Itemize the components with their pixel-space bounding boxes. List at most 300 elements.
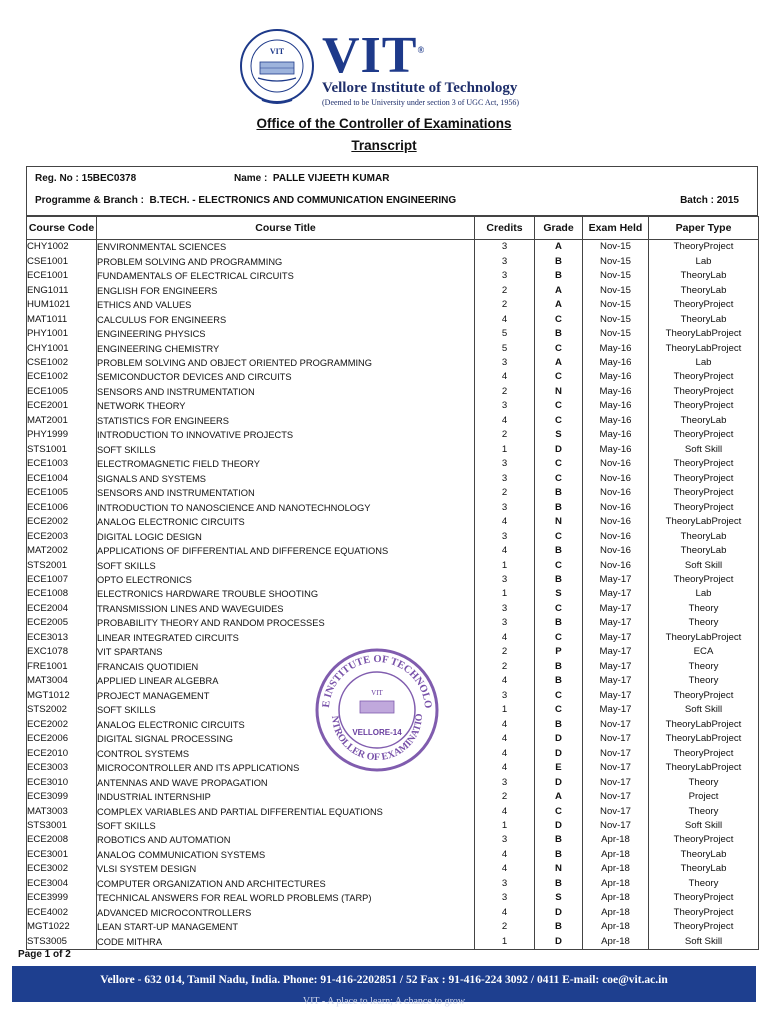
exam-held-cell: May-17 <box>583 703 649 717</box>
course-title-cell: TRANSMISSION LINES AND WAVEGUIDES <box>97 602 475 616</box>
stamp-outer-text: E INSTITUTE OF TECHNOLO <box>320 653 434 709</box>
table-row <box>27 341 759 355</box>
exam-held-cell: Nov-16 <box>583 472 649 486</box>
paper-type-cell: TheoryLab <box>649 414 759 428</box>
paper-type-cell: TheoryLab <box>649 862 759 876</box>
paper-type-cell: TheoryProject <box>649 833 759 847</box>
course-title-cell: PROBABILITY THEORY AND RANDOM PROCESSES <box>97 616 475 630</box>
credits-cell: 2 <box>475 645 535 659</box>
grade-cell: A <box>535 298 583 312</box>
exam-held-cell: Nov-17 <box>583 775 649 789</box>
document-title: Transcript <box>351 138 417 153</box>
grade-cell: C <box>535 457 583 471</box>
reg-number: Reg. No : 15BEC0378 <box>35 173 137 184</box>
course-title-cell: SOFT SKILLS <box>97 558 475 572</box>
table-row <box>27 529 759 543</box>
grade-cell: N <box>535 862 583 876</box>
paper-type-cell: TheoryProject <box>649 428 759 442</box>
credits-cell: 2 <box>475 283 535 297</box>
credits-cell: 3 <box>475 891 535 905</box>
paper-type-cell: TheoryProject <box>649 457 759 471</box>
paper-type-cell: Theory <box>649 877 759 891</box>
course-title-cell: LEAN START-UP MANAGEMENT <box>97 920 475 934</box>
course-code-cell: ECE2008 <box>27 833 97 847</box>
credits-cell: 4 <box>475 370 535 384</box>
credits-cell: 4 <box>475 746 535 760</box>
table-header-row <box>27 217 759 240</box>
course-title-cell: ETHICS AND VALUES <box>97 298 475 312</box>
grade-cell: C <box>535 341 583 355</box>
exam-held-cell: Apr-18 <box>583 862 649 876</box>
grade-cell: D <box>535 906 583 920</box>
exam-held-cell: Nov-17 <box>583 761 649 775</box>
credits-cell: 1 <box>475 558 535 572</box>
exam-held-cell: May-17 <box>583 587 649 601</box>
col-header-grade: Grade <box>535 217 583 240</box>
course-title-cell: INTRODUCTION TO INNOVATIVE PROJECTS <box>97 428 475 442</box>
table-row <box>27 500 759 514</box>
credits-cell: 4 <box>475 544 535 558</box>
paper-type-cell: Lab <box>649 356 759 370</box>
paper-type-cell: TheoryProject <box>649 573 759 587</box>
credits-cell: 3 <box>475 689 535 703</box>
course-code-cell: EXC1078 <box>27 645 97 659</box>
grade-cell: C <box>535 399 583 413</box>
grade-cell: A <box>535 790 583 804</box>
course-code-cell: PHY1001 <box>27 327 97 341</box>
course-code-cell: ENG1011 <box>27 283 97 297</box>
col-header-course-code: Course Code <box>27 217 97 240</box>
exam-held-cell: May-16 <box>583 341 649 355</box>
exam-held-cell: May-16 <box>583 428 649 442</box>
office-heading: Office of the Controller of Examinations <box>256 116 512 131</box>
exam-held-cell: May-17 <box>583 674 649 688</box>
course-code-cell: FRE1001 <box>27 660 97 674</box>
table-row <box>27 544 759 558</box>
exam-held-cell: May-16 <box>583 356 649 370</box>
student-name: Name : PALLE VIJEETH KUMAR <box>234 173 390 184</box>
course-code-cell: STS1001 <box>27 443 97 457</box>
table-row <box>27 515 759 529</box>
paper-type-cell: TheoryLab <box>649 848 759 862</box>
credits-cell: 3 <box>475 602 535 616</box>
credits-cell: 4 <box>475 414 535 428</box>
course-title-cell: VIT SPARTANS <box>97 645 475 659</box>
grade-cell: B <box>535 674 583 688</box>
grade-cell: B <box>535 660 583 674</box>
paper-type-cell: TheoryProject <box>649 920 759 934</box>
paper-type-cell: TheoryLabProject <box>649 327 759 341</box>
course-title-cell: OPTO ELECTRONICS <box>97 573 475 587</box>
paper-type-cell: TheoryLabProject <box>649 732 759 746</box>
exam-held-cell: Nov-16 <box>583 500 649 514</box>
course-code-cell: ECE2005 <box>27 616 97 630</box>
table-row <box>27 269 759 283</box>
paper-type-cell: ECA <box>649 645 759 659</box>
course-title-cell: ELECTRONICS HARDWARE TROUBLE SHOOTING <box>97 587 475 601</box>
paper-type-cell: Lab <box>649 587 759 601</box>
course-title-cell: COMPUTER ORGANIZATION AND ARCHITECTURES <box>97 877 475 891</box>
credits-cell: 4 <box>475 804 535 818</box>
credits-cell: 3 <box>475 240 535 255</box>
credits-cell: 3 <box>475 529 535 543</box>
course-code-cell: ECE1003 <box>27 457 97 471</box>
grade-cell: A <box>535 356 583 370</box>
paper-type-cell: TheoryProject <box>649 500 759 514</box>
paper-type-cell: Theory <box>649 775 759 789</box>
course-title-cell: VLSI SYSTEM DESIGN <box>97 862 475 876</box>
course-code-cell: STS3005 <box>27 935 97 950</box>
credits-cell: 3 <box>475 877 535 891</box>
letterhead <box>0 0 768 170</box>
course-code-cell: ECE3999 <box>27 891 97 905</box>
col-header-credits: Credits <box>475 217 535 240</box>
credits-cell: 4 <box>475 312 535 326</box>
footer-tagline: VIT - A place to learn; A chance to grow <box>302 996 466 1007</box>
table-row <box>27 312 759 326</box>
grade-cell: A <box>535 283 583 297</box>
table-row <box>27 920 759 934</box>
paper-type-cell: TheoryProject <box>649 240 759 255</box>
credits-cell: 2 <box>475 428 535 442</box>
grade-cell: B <box>535 500 583 514</box>
table-row <box>27 906 759 920</box>
paper-type-cell: Theory <box>649 616 759 630</box>
credits-cell: 5 <box>475 327 535 341</box>
brand-block <box>322 27 522 107</box>
course-code-cell: MAT2001 <box>27 414 97 428</box>
course-code-cell: ECE2002 <box>27 717 97 731</box>
course-title-cell: SOFT SKILLS <box>97 819 475 833</box>
table-row <box>27 935 759 950</box>
table-row <box>27 558 759 572</box>
course-title-cell: ANALOG ELECTRONIC CIRCUITS <box>97 515 475 529</box>
course-code-cell: ECE3004 <box>27 877 97 891</box>
paper-type-cell: Lab <box>649 254 759 268</box>
paper-type-cell: TheoryProject <box>649 906 759 920</box>
paper-type-cell: TheoryLab <box>649 269 759 283</box>
course-title-cell: COMPLEX VARIABLES AND PARTIAL DIFFERENTIAL EQUATIONS <box>97 804 475 818</box>
course-title-cell: CALCULUS FOR ENGINEERS <box>97 312 475 326</box>
course-title-cell: TECHNICAL ANSWERS FOR REAL WORLD PROBLEMS (TARP) <box>97 891 475 905</box>
grades-table <box>26 216 759 950</box>
paper-type-cell: TheoryLabProject <box>649 761 759 775</box>
exam-held-cell: Nov-16 <box>583 457 649 471</box>
table-row <box>27 254 759 268</box>
table-row <box>27 631 759 645</box>
course-code-cell: MGT1022 <box>27 920 97 934</box>
student-info <box>26 166 758 216</box>
table-row <box>27 443 759 457</box>
course-code-cell: ECE3003 <box>27 761 97 775</box>
table-row <box>27 819 759 833</box>
grade-cell: D <box>535 732 583 746</box>
table-row <box>27 370 759 384</box>
grade-cell: B <box>535 327 583 341</box>
course-code-cell: MGT1012 <box>27 689 97 703</box>
grade-cell: D <box>535 775 583 789</box>
course-code-cell: ECE1002 <box>27 370 97 384</box>
paper-type-cell: TheoryProject <box>649 689 759 703</box>
course-code-cell: ECE4002 <box>27 906 97 920</box>
grade-cell: B <box>535 848 583 862</box>
svg-text:VELLORE INSTITUTE OF TECHNOLOG <box>312 645 433 709</box>
course-title-cell: STATISTICS FOR ENGINEERS <box>97 414 475 428</box>
exam-held-cell: Nov-15 <box>583 269 649 283</box>
paper-type-cell: TheoryProject <box>649 370 759 384</box>
course-code-cell: CHY1001 <box>27 341 97 355</box>
table-row <box>27 804 759 818</box>
exam-held-cell: Apr-18 <box>583 906 649 920</box>
grade-cell: C <box>535 312 583 326</box>
course-title-cell: MICROCONTROLLER AND ITS APPLICATIONS <box>97 761 475 775</box>
course-code-cell: ECE3010 <box>27 775 97 789</box>
credits-cell: 4 <box>475 862 535 876</box>
grade-cell: C <box>535 631 583 645</box>
exam-held-cell: May-17 <box>583 689 649 703</box>
credits-cell: 3 <box>475 254 535 268</box>
course-title-cell: ROBOTICS AND AUTOMATION <box>97 833 475 847</box>
table-row <box>27 891 759 905</box>
batch: Batch : 2015 <box>680 195 739 206</box>
course-title-cell: ENGINEERING CHEMISTRY <box>97 341 475 355</box>
credits-cell: 4 <box>475 848 535 862</box>
course-title-cell: LINEAR INTEGRATED CIRCUITS <box>97 631 475 645</box>
credits-cell: 3 <box>475 269 535 283</box>
table-row <box>27 240 759 255</box>
credits-cell: 2 <box>475 298 535 312</box>
footer-contact: Vellore - 632 014, Tamil Nadu, India. Phone: 91-416-2202851 / 52 Fax : 91-416-224 3092 / 0411 E-mail: coe@vit.ac.in <box>100 974 668 986</box>
course-code-cell: ECE2002 <box>27 515 97 529</box>
exam-held-cell: Apr-18 <box>583 848 649 862</box>
table-row <box>27 385 759 399</box>
grade-cell: S <box>535 428 583 442</box>
course-code-cell: STS3001 <box>27 819 97 833</box>
course-title-cell: SENSORS AND INSTRUMENTATION <box>97 385 475 399</box>
credits-cell: 4 <box>475 717 535 731</box>
paper-type-cell: TheoryLabProject <box>649 631 759 645</box>
course-title-cell: ENGINEERING PHYSICS <box>97 327 475 341</box>
credits-cell: 4 <box>475 515 535 529</box>
credits-cell: 3 <box>475 457 535 471</box>
credits-cell: 4 <box>475 732 535 746</box>
grade-cell: B <box>535 717 583 731</box>
grade-cell: C <box>535 558 583 572</box>
exam-held-cell: May-16 <box>583 385 649 399</box>
credits-cell: 4 <box>475 674 535 688</box>
credits-cell: 3 <box>475 616 535 630</box>
course-title-cell: FRANCAIS QUOTIDIEN <box>97 660 475 674</box>
course-code-cell: ECE2006 <box>27 732 97 746</box>
exam-held-cell: Nov-16 <box>583 486 649 500</box>
paper-type-cell: TheoryProject <box>649 298 759 312</box>
table-row <box>27 616 759 630</box>
course-title-cell: INDUSTRIAL INTERNSHIP <box>97 790 475 804</box>
credits-cell: 1 <box>475 819 535 833</box>
paper-type-cell: TheoryLab <box>649 312 759 326</box>
course-title-cell: CODE MITHRA <box>97 935 475 950</box>
paper-type-cell: TheoryProject <box>649 891 759 905</box>
credits-cell: 1 <box>475 935 535 950</box>
exam-held-cell: Nov-15 <box>583 298 649 312</box>
exam-held-cell: Nov-15 <box>583 327 649 341</box>
course-code-cell: ECE2010 <box>27 746 97 760</box>
credits-cell: 2 <box>475 486 535 500</box>
course-title-cell: NETWORK THEORY <box>97 399 475 413</box>
exam-held-cell: May-17 <box>583 631 649 645</box>
course-title-cell: ANALOG COMMUNICATION SYSTEMS <box>97 848 475 862</box>
credits-cell: 2 <box>475 660 535 674</box>
exam-held-cell: Nov-16 <box>583 515 649 529</box>
grade-cell: C <box>535 804 583 818</box>
table-row <box>27 428 759 442</box>
grade-cell: B <box>535 920 583 934</box>
credits-cell: 3 <box>475 833 535 847</box>
credits-cell: 4 <box>475 761 535 775</box>
page-indicator: Page 1 of 2 <box>18 949 71 960</box>
course-code-cell: HUM1021 <box>27 298 97 312</box>
course-title-cell: ENVIRONMENTAL SCIENCES <box>97 240 475 255</box>
grade-cell: A <box>535 240 583 255</box>
course-code-cell: ECE1004 <box>27 472 97 486</box>
course-code-cell: ECE2001 <box>27 399 97 413</box>
table-row <box>27 587 759 601</box>
course-code-cell: ECE1007 <box>27 573 97 587</box>
course-title-cell: SOFT SKILLS <box>97 443 475 457</box>
grade-cell: D <box>535 819 583 833</box>
paper-type-cell: Project <box>649 790 759 804</box>
exam-held-cell: Nov-16 <box>583 529 649 543</box>
table-row <box>27 790 759 804</box>
credits-cell: 4 <box>475 631 535 645</box>
exam-held-cell: May-17 <box>583 645 649 659</box>
paper-type-cell: TheoryProject <box>649 385 759 399</box>
table-row <box>27 848 759 862</box>
course-code-cell: ECE1001 <box>27 269 97 283</box>
grade-cell: P <box>535 645 583 659</box>
table-row <box>27 486 759 500</box>
grade-cell: D <box>535 746 583 760</box>
course-code-cell: ECE1008 <box>27 587 97 601</box>
credits-cell: 2 <box>475 920 535 934</box>
table-row <box>27 457 759 471</box>
course-code-cell: ECE2003 <box>27 529 97 543</box>
credits-cell: 3 <box>475 500 535 514</box>
credits-cell: 2 <box>475 385 535 399</box>
grade-cell: D <box>535 935 583 950</box>
grade-cell: B <box>535 833 583 847</box>
credits-cell: 3 <box>475 573 535 587</box>
table-row <box>27 602 759 616</box>
course-code-cell: MAT1011 <box>27 312 97 326</box>
course-title-cell: ANALOG ELECTRONIC CIRCUITS <box>97 717 475 731</box>
grade-cell: C <box>535 689 583 703</box>
exam-held-cell: May-17 <box>583 602 649 616</box>
exam-held-cell: Nov-16 <box>583 544 649 558</box>
course-title-cell: CONTROL SYSTEMS <box>97 746 475 760</box>
table-row <box>27 283 759 297</box>
course-code-cell: MAT2002 <box>27 544 97 558</box>
paper-type-cell: TheoryProject <box>649 486 759 500</box>
course-title-cell: FUNDAMENTALS OF ELECTRICAL CIRCUITS <box>97 269 475 283</box>
paper-type-cell: Soft Skill <box>649 819 759 833</box>
paper-type-cell: TheoryLabProject <box>649 717 759 731</box>
table-row <box>27 862 759 876</box>
course-code-cell: ECE2004 <box>27 602 97 616</box>
col-header-course-title: Course Title <box>97 217 475 240</box>
credits-cell: 4 <box>475 906 535 920</box>
course-title-cell: SIGNALS AND SYSTEMS <box>97 472 475 486</box>
course-code-cell: CSE1002 <box>27 356 97 370</box>
exam-held-cell: Nov-17 <box>583 790 649 804</box>
exam-held-cell: Nov-17 <box>583 804 649 818</box>
grade-cell: B <box>535 486 583 500</box>
table-row <box>27 833 759 847</box>
paper-type-cell: Theory <box>649 660 759 674</box>
paper-type-cell: Soft Skill <box>649 703 759 717</box>
exam-held-cell: May-16 <box>583 370 649 384</box>
credits-cell: 1 <box>475 587 535 601</box>
paper-type-cell: TheoryLabProject <box>649 341 759 355</box>
course-title-cell: INTRODUCTION TO NANOSCIENCE AND NANOTECHNOLOGY <box>97 500 475 514</box>
svg-text:VIT: VIT <box>371 689 383 697</box>
stamp-center-text: VELLORE-14 <box>352 728 402 737</box>
course-title-cell: ADVANCED MICROCONTROLLERS <box>97 906 475 920</box>
paper-type-cell: Theory <box>649 602 759 616</box>
grade-cell: B <box>535 254 583 268</box>
course-code-cell: STS2002 <box>27 703 97 717</box>
grade-cell: C <box>535 472 583 486</box>
course-code-cell: ECE3013 <box>27 631 97 645</box>
table-row <box>27 573 759 587</box>
course-title-cell: PROBLEM SOLVING AND OBJECT ORIENTED PROGRAMMING <box>97 356 475 370</box>
paper-type-cell: TheoryProject <box>649 472 759 486</box>
institute-name: Vellore Institute of Technology <box>322 80 518 96</box>
exam-held-cell: Apr-18 <box>583 920 649 934</box>
grade-cell: B <box>535 269 583 283</box>
paper-type-cell: Soft Skill <box>649 443 759 457</box>
paper-type-cell: Theory <box>649 674 759 688</box>
table-row <box>27 472 759 486</box>
paper-type-cell: TheoryLabProject <box>649 515 759 529</box>
paper-type-cell: TheoryProject <box>649 746 759 760</box>
exam-held-cell: Apr-18 <box>583 891 649 905</box>
grade-cell: B <box>535 877 583 891</box>
paper-type-cell: TheoryLab <box>649 283 759 297</box>
grade-cell: C <box>535 703 583 717</box>
exam-held-cell: Nov-15 <box>583 240 649 255</box>
credits-cell: 2 <box>475 790 535 804</box>
credits-cell: 5 <box>475 341 535 355</box>
svg-text:VIT: VIT <box>269 47 285 56</box>
course-title-cell: SOFT SKILLS <box>97 703 475 717</box>
exam-held-cell: Apr-18 <box>583 833 649 847</box>
exam-held-cell: May-17 <box>583 573 649 587</box>
grade-cell: C <box>535 414 583 428</box>
paper-type-cell: TheoryLab <box>649 544 759 558</box>
col-header-exam-held: Exam Held <box>583 217 649 240</box>
course-title-cell: APPLICATIONS OF DIFFERENTIAL AND DIFFERENCE EQUATIONS <box>97 544 475 558</box>
course-title-cell: SEMICONDUCTOR DEVICES AND CIRCUITS <box>97 370 475 384</box>
grade-cell: B <box>535 544 583 558</box>
course-title-cell: ELECTROMAGNETIC FIELD THEORY <box>97 457 475 471</box>
credits-cell: 3 <box>475 472 535 486</box>
stamp-bottom-text: NTROLLER OF EXAMINATIO <box>328 713 426 764</box>
exam-held-cell: Nov-17 <box>583 732 649 746</box>
paper-type-cell: Soft Skill <box>649 935 759 950</box>
course-code-cell: CSE1001 <box>27 254 97 268</box>
paper-type-cell: TheoryLab <box>649 529 759 543</box>
